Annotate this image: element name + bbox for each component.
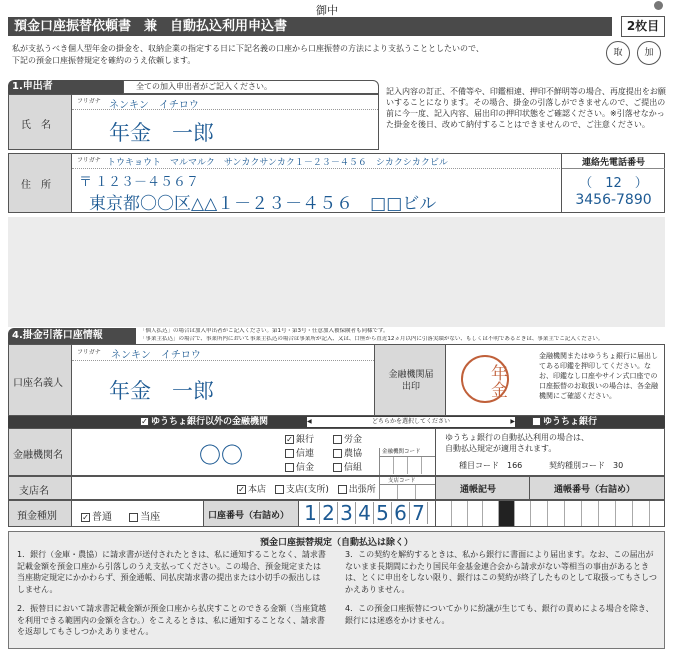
section-applicant-header: 1.申出者 — [8, 80, 123, 94]
passbook-label: 通帳記号 — [460, 485, 497, 495]
branch-type-checkbox[interactable] — [275, 485, 284, 494]
branch-type-checkbox[interactable]: ✓ — [238, 485, 245, 494]
circle-mark-right: 加 — [637, 41, 661, 65]
address-kana[interactable]: トウキョウト マルマルク サンカクサンカク１－２３－４５６ シカクシカクビル — [107, 158, 448, 168]
arrow-right-icon: ▶ — [510, 418, 515, 425]
phone-number-field[interactable]: 3456-7890 — [575, 192, 652, 208]
rule-item-4: 4．この預金口座振替についてかりに紛議が生じても、銀行の責めによる場合を除き、銀行には迷惑をかけません。 — [345, 604, 654, 625]
contract-code: 契約種別コード 30 — [549, 461, 624, 470]
address-furigana-label: フリガナ — [77, 157, 101, 164]
address-field[interactable]: 東京都〇〇区△△１－２３－４５６ □□ビル — [89, 194, 437, 214]
holder-label: 口座名義人 — [13, 378, 63, 389]
rule-item-2: 2．振替日において請求書記載金額が預金口座から払戻すことのできる金額（当座貸越を利用できる範囲内の金額を含む。）をこえるときは、私に通知することなく、請求書を返却してもさしつかえありません。 — [17, 604, 327, 636]
section-account-header: 4.掛金引落口座情報 — [8, 328, 136, 344]
branch-code-box[interactable] — [379, 477, 435, 499]
address-label-cell — [9, 154, 72, 212]
either-select-label: どちらかを選択してください — [371, 418, 450, 425]
acct-digit[interactable]: 4 — [356, 502, 374, 524]
title-bar — [8, 17, 612, 36]
seal-stamp[interactable] — [461, 355, 509, 403]
yucho-label: ゆうちょ銀行 — [543, 417, 598, 427]
bank-type-checkbox[interactable] — [333, 435, 342, 444]
applicant-note: 記入内容の訂正、不備等や、印鑑相違、押印不鮮明等の場合、再度提出をお願いすることになります。その場合、掛金の引落しができませんので、ご提出の前に今一度、記入内容、届出印の押印状態をご確認ください。※引落せなかった掛金を後日、改めて納付することはできませんので、ご注意ください。 — [386, 87, 666, 129]
other-bank-option[interactable] — [140, 416, 268, 428]
bank-name-field[interactable]: 〇〇 — [199, 444, 244, 469]
omitted-sections-area — [8, 217, 665, 327]
phone-block — [561, 154, 664, 212]
branch-type-group — [237, 482, 376, 495]
applicant-instruction: 全ての加入申出者がご記入ください。 — [123, 80, 379, 94]
branch-type-checkbox[interactable] — [338, 485, 347, 494]
deposit-type-label: 普通 — [92, 512, 112, 523]
acct-num-label: 口座番号（右詰め） — [208, 511, 290, 521]
bank-type-checkbox[interactable] — [285, 449, 294, 458]
bank-code-box[interactable] — [379, 448, 435, 475]
other-bank-checkbox[interactable]: ✓ — [141, 417, 148, 426]
phone-label: 連絡先電話番号 — [581, 158, 645, 168]
sheet-badge: 2枚目 — [621, 16, 665, 37]
seal-label-cell — [374, 345, 446, 415]
bank-type-label: 農協 — [344, 449, 363, 459]
deposit-type-checkbox[interactable] — [129, 513, 138, 522]
rules-box — [8, 531, 665, 649]
address-label: 住 所 — [21, 180, 51, 191]
branch-type-label: 支店(支所) — [285, 485, 329, 495]
postal-mark-icon: 〒 — [79, 175, 93, 190]
acct-digit[interactable]: 1 — [302, 502, 320, 524]
seal-stamp-text: 年金 — [487, 363, 507, 398]
seal-note: 金融機関またはゆうちょ銀行に届出してある印鑑を押印してください。なお、印鑑なし口座やサイン式口座での口座振替のお取扱いの場合は、各金融機関にご確認ください。 — [539, 352, 658, 400]
holder-kana[interactable]: ネンキン イチロウ — [111, 350, 201, 361]
account-holder-row — [8, 344, 665, 416]
deposit-row — [8, 500, 665, 527]
type-code: 種目コード 166 — [459, 461, 523, 470]
bank-code-label: 金融機関コード — [382, 449, 421, 455]
either-select-hint — [306, 416, 516, 428]
name-label-cell — [9, 95, 72, 149]
bank-type-checkbox[interactable] — [333, 449, 342, 458]
rule-item-3: 3．この契約を解約するときは、私から銀行に書面により届出ます。なお、この届出がないまま長期間にわたり国民年金基金連合会から請求がない等相当の事由があるときは、とくに申出をしない限り、銀行はこの契約が終了したものとして取扱ってもさしつかえありません。 — [345, 550, 657, 594]
other-bank-label: ゆうちょ銀行以外の金融機関 — [151, 417, 269, 427]
branch-type-label: 出張所 — [348, 485, 376, 495]
postal-code-field[interactable]: １２３－４５６７ — [95, 175, 200, 190]
bank-type-label: 信連 — [296, 449, 315, 459]
acct-digit[interactable]: 3 — [338, 502, 356, 524]
furigana-label: フリガナ — [77, 98, 101, 105]
yucho-note-2: 自動払込規定が適用されます。 — [445, 444, 557, 453]
rule-item-1: 1．銀行（金庫・農協）に請求書が送付されたときは、私に通知することなく、請求書記載金額を預金口座から引落しのうえ支払ってください。この場合、預金規定または当座勘定規定にかかわらず、預金通帳、同払戻請求書の提出または小切手の振出しはしません。 — [17, 550, 326, 594]
circle-mark-left: 取 — [606, 41, 630, 65]
passbook-label-cell — [435, 477, 530, 499]
holder-label-cell — [9, 345, 72, 415]
yucho-checkbox[interactable] — [532, 417, 541, 426]
branch-label-cell — [9, 477, 72, 499]
bank-label-cell — [9, 429, 72, 475]
deposit-type-label: 当座 — [140, 512, 161, 523]
bank-type-label: 信組 — [344, 463, 363, 473]
passbook-number-cells[interactable] — [531, 501, 665, 526]
page-title: 預金口座振替依頼書 兼 自動払込利用申込書 — [14, 19, 288, 34]
name-field[interactable]: 年金 一郎 — [109, 121, 214, 145]
bank-type-label: 銀行 — [296, 435, 315, 445]
deposit-type-checkbox[interactable]: ✓ — [82, 512, 89, 522]
phone-area-field[interactable]: （ 12 ） — [579, 176, 648, 191]
acct-digit[interactable]: 5 — [374, 502, 392, 524]
arrow-left-icon: ◀ — [307, 418, 312, 425]
branch-code-label: 支店コード — [388, 478, 416, 484]
bank-type-label: 労金 — [344, 435, 363, 445]
name-kana[interactable]: ネンキン イチロウ — [109, 100, 199, 111]
branch-row — [8, 476, 665, 500]
passbook-num-label-cell — [530, 477, 664, 499]
acct-digit[interactable]: 2 — [320, 502, 338, 524]
branch-type-label: 本店 — [248, 485, 267, 495]
rules-title: 預金口座振替規定（自動払込は除く） — [259, 538, 413, 548]
yucho-note-1: ゆうちょ銀行の自動払込利用の場合は、 — [445, 433, 589, 442]
corner-mark-icon — [654, 1, 663, 10]
bank-label: 金融機関名 — [13, 450, 63, 461]
acct-num-field[interactable] — [302, 502, 428, 525]
branch-label: 支店名 — [19, 486, 49, 497]
bank-type-checkbox[interactable]: ✓ — [286, 435, 293, 444]
passbook-num-label: 通帳番号（右詰め） — [554, 485, 636, 495]
holder-field[interactable]: 年金 一郎 — [109, 379, 214, 403]
intro-line-1: 私が支払うべき個人型年金の掛金を、収納企業の指定する日に下記名義の口座から口座振替の方法により支払うこととしたいので、 — [12, 44, 484, 53]
applicant-address-row — [8, 153, 665, 213]
deposit-label: 預金種別 — [17, 511, 57, 522]
applicant-name-row — [8, 94, 379, 150]
passbook-symbol-cells[interactable] — [435, 501, 531, 526]
yucho-option[interactable] — [532, 416, 597, 428]
acct-digit[interactable]: 7 — [410, 502, 428, 524]
bank-type-label: 信金 — [296, 463, 315, 473]
account-note-2: 「事業主払込」の場合で、事業所内において事業主払込の場合は事業所が記入、又は、口座から直近12ヵ月以内に引落実績がない、もしくは不明であるときは、事業主でご記入ください。 — [140, 336, 604, 342]
acct-num-label-cell — [203, 501, 299, 526]
name-label: 氏 名 — [21, 120, 51, 131]
holder-furigana-label: フリガナ — [77, 349, 101, 356]
deposit-label-cell — [9, 501, 72, 526]
bank-type-checkbox[interactable] — [285, 463, 294, 472]
addressee: 御中 — [316, 4, 338, 17]
bank-type-grid — [285, 433, 385, 475]
acct-digit[interactable]: 6 — [392, 502, 410, 524]
intro-line-2: 下記の預金口座振替規定を確約のうえ依頼します。 — [12, 56, 196, 65]
bank-name-row — [8, 428, 665, 476]
seal-label: 金融機関届出印 — [388, 370, 434, 392]
deposit-type-group — [81, 508, 160, 523]
account-note-1: 「個人払込」の場合は加入申出者がご記入ください。第1号・第3号・任意加入被保険者も同様です。 — [140, 328, 389, 334]
bank-type-checkbox[interactable] — [333, 463, 342, 472]
